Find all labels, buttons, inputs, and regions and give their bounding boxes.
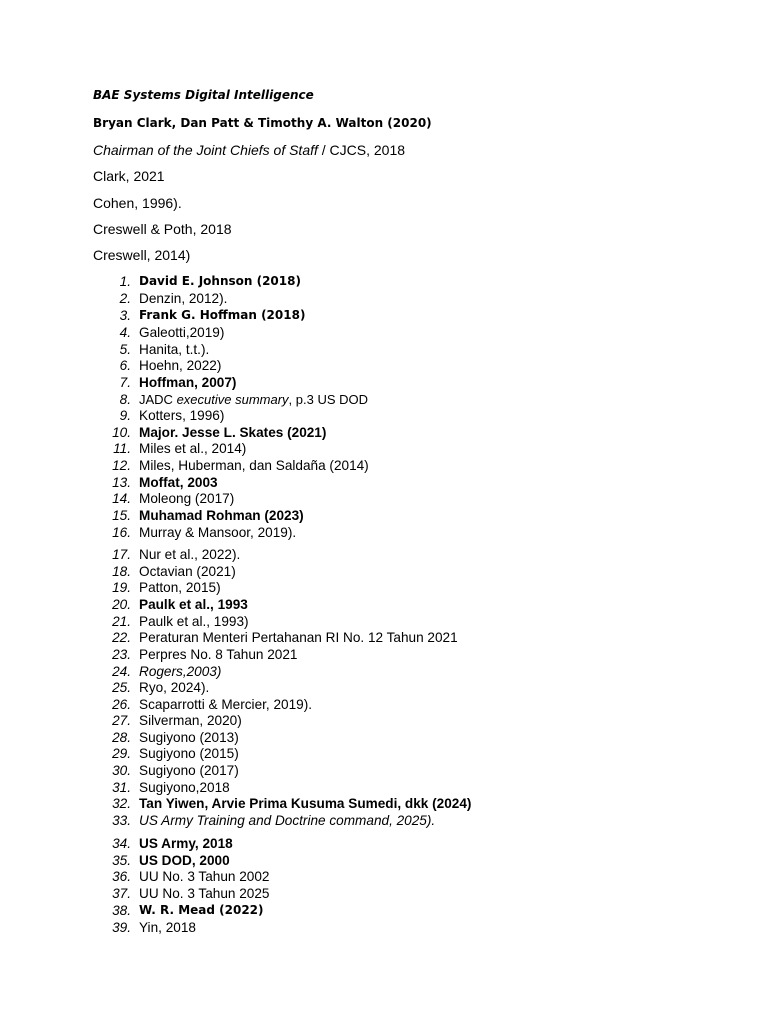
reference-text <box>139 325 224 340</box>
reference-text-main: Ryo, 2024). <box>139 680 210 695</box>
reference-text-main: Major. Jesse L. Skates (2021) <box>139 425 327 440</box>
reference-number: 13. <box>112 475 131 490</box>
reference-number: 22. <box>112 630 131 645</box>
reference-item <box>93 920 613 937</box>
reference-text-main: Paulk et al., 1993 <box>139 597 248 612</box>
reference-item <box>93 796 613 813</box>
reference-item <box>93 630 613 647</box>
reference-text <box>139 375 236 390</box>
reference-text <box>139 813 435 828</box>
line-clark: Clark, 2021 <box>93 168 165 184</box>
reference-text <box>139 903 264 917</box>
reference-number: 25. <box>112 680 131 695</box>
reference-item <box>93 746 613 763</box>
reference-text-main: Galeotti,2019) <box>139 325 225 340</box>
reference-item <box>93 780 613 797</box>
reference-item <box>93 853 613 870</box>
reference-item <box>93 525 613 542</box>
reference-number: 39. <box>112 920 131 935</box>
reference-text <box>139 920 196 935</box>
reference-text <box>139 836 233 851</box>
reference-item <box>93 730 613 747</box>
reference-text-main: Rogers,2003) <box>139 664 222 679</box>
reference-text <box>139 630 458 645</box>
reference-text <box>139 730 239 745</box>
reference-item <box>93 836 613 853</box>
reference-text-main: Silverman, 2020) <box>139 713 242 728</box>
reference-text <box>139 408 224 423</box>
heading-authors: Bryan Clark, Dan Patt & Timothy A. Walton (2020) <box>93 116 432 130</box>
reference-text <box>139 664 221 679</box>
reference-number: 20. <box>112 597 131 612</box>
reference-text <box>139 291 227 306</box>
reference-number: 17. <box>112 547 131 562</box>
reference-item <box>93 664 613 681</box>
reference-number: 31. <box>112 780 131 795</box>
reference-text-main: Sugiyono (2017) <box>139 763 239 778</box>
reference-item <box>93 392 613 409</box>
reference-number: 33. <box>112 813 131 828</box>
reference-text <box>139 342 209 357</box>
reference-item <box>93 425 613 442</box>
reference-text <box>139 491 234 506</box>
line-creswell: Creswell, 2014) <box>93 247 191 263</box>
reference-number: 24. <box>112 664 131 679</box>
reference-number: 21. <box>112 614 131 629</box>
reference-number: 34. <box>112 836 131 851</box>
reference-number: 36. <box>112 869 131 884</box>
reference-item <box>93 274 613 291</box>
reference-item <box>93 291 613 308</box>
reference-text-main: Perpres No. 8 Tahun 2021 <box>139 647 298 662</box>
reference-item <box>93 508 613 525</box>
reference-number: 28. <box>112 730 131 745</box>
reference-text <box>139 869 270 884</box>
reference-text <box>139 886 270 901</box>
reference-item <box>93 308 613 325</box>
reference-number: 32. <box>112 796 131 811</box>
reference-text <box>139 441 246 456</box>
line-cohen: Cohen, 1996). <box>93 195 182 211</box>
reference-number: 38. <box>112 903 131 918</box>
reference-text <box>139 425 326 440</box>
reference-number: 12. <box>112 458 131 473</box>
reference-text-main: W. R. Mead (2022) <box>139 903 264 917</box>
reference-item <box>93 475 613 492</box>
reference-number: 1. <box>119 274 131 289</box>
reference-text-main: Kotters, 1996) <box>139 408 225 423</box>
reference-text-main: US Army, 2018 <box>139 836 233 851</box>
reference-text <box>139 780 230 795</box>
reference-text <box>139 508 304 523</box>
reference-number: 14. <box>112 491 131 506</box>
reference-text-main: Yin, 2018 <box>139 920 196 935</box>
reference-item <box>93 408 613 425</box>
reference-number: 6. <box>119 358 131 373</box>
reference-item <box>93 763 613 780</box>
reference-item <box>93 614 613 631</box>
reference-text-main: Hoffman, 2007) <box>139 375 237 390</box>
reference-text-main: JADC <box>139 392 177 407</box>
reference-text <box>139 597 248 612</box>
reference-number: 37. <box>112 886 131 901</box>
reference-text <box>139 680 209 695</box>
line-creswell-poth: Creswell & Poth, 2018 <box>93 221 232 237</box>
reference-number: 15. <box>112 508 131 523</box>
reference-text-main: Miles et al., 2014) <box>139 441 247 456</box>
reference-text <box>139 614 249 629</box>
reference-text-main: Moleong (2017) <box>139 491 235 506</box>
reference-text-main: Murray & Mansoor, 2019). <box>139 525 297 540</box>
reference-text-main: Scaparrotti & Mercier, 2019). <box>139 697 313 712</box>
reference-item <box>93 597 613 614</box>
reference-text-main: Denzin, 2012). <box>139 291 228 306</box>
reference-text-main: Patton, 2015) <box>139 580 221 595</box>
reference-number: 18. <box>112 564 131 579</box>
reference-number: 23. <box>112 647 131 662</box>
reference-item <box>93 813 613 830</box>
reference-text-main: David E. Johnson (2018) <box>139 274 301 288</box>
reference-text-main: Peraturan Menteri Pertahanan RI No. 12 Tahun 2021 <box>139 630 458 645</box>
reference-text-main: Sugiyono (2013) <box>139 730 239 745</box>
reference-number: 3. <box>119 308 131 323</box>
reference-text-main: US Army Training and Doctrine command, 2025). <box>139 813 436 828</box>
reference-number: 4. <box>119 325 131 340</box>
reference-text <box>139 697 312 712</box>
reference-text-main: Nur et al., 2022). <box>139 547 241 562</box>
reference-text-main: UU No. 3 Tahun 2025 <box>139 886 270 901</box>
jcs-italic: Chairman of the Joint Chiefs of Staff <box>93 142 318 158</box>
reference-number: 27. <box>112 713 131 728</box>
reference-item <box>93 697 613 714</box>
reference-text <box>139 746 239 761</box>
reference-item <box>93 441 613 458</box>
reference-item <box>93 325 613 342</box>
reference-text-main: Paulk et al., 1993) <box>139 614 249 629</box>
reference-text-main: Sugiyono (2015) <box>139 746 239 761</box>
reference-text-after: , p.3 US DOD <box>288 392 369 407</box>
reference-item <box>93 680 613 697</box>
reference-number: 11. <box>113 441 131 456</box>
reference-text-main: Hoehn, 2022) <box>139 358 222 373</box>
reference-item <box>93 869 613 886</box>
reference-text <box>139 713 242 728</box>
reference-item <box>93 342 613 359</box>
reference-text <box>139 308 305 322</box>
reference-item <box>93 886 613 903</box>
reference-text-main: Sugiyono,2018 <box>139 780 230 795</box>
reference-item <box>93 491 613 508</box>
reference-text <box>139 580 221 595</box>
reference-number: 30. <box>112 763 131 778</box>
reference-text <box>139 647 297 662</box>
reference-text-italic: executive summary <box>176 392 289 407</box>
reference-item <box>93 547 613 564</box>
reference-text <box>139 525 296 540</box>
reference-number: 2. <box>119 291 131 306</box>
reference-item <box>93 458 613 475</box>
reference-number: 35. <box>112 853 131 868</box>
reference-number: 29. <box>112 746 131 761</box>
reference-item <box>93 713 613 730</box>
reference-text <box>139 358 221 373</box>
reference-text-main: Miles, Huberman, dan Saldaña (2014) <box>139 458 369 473</box>
reference-item <box>93 564 613 581</box>
reference-text-main: Frank G. Hoffman (2018) <box>139 308 306 322</box>
reference-number: 7. <box>119 375 131 390</box>
reference-text <box>139 853 230 868</box>
reference-text <box>139 564 236 579</box>
reference-text <box>139 796 471 811</box>
reference-item <box>93 358 613 375</box>
reference-text-main: Moffat, 2003 <box>139 475 218 490</box>
reference-number: 8. <box>119 392 131 407</box>
jcs-line <box>93 142 405 158</box>
reference-text <box>139 274 301 288</box>
reference-item <box>93 647 613 664</box>
reference-item <box>93 903 613 920</box>
reference-item <box>93 580 613 597</box>
reference-item <box>93 375 613 392</box>
reference-number: 9. <box>119 408 131 423</box>
reference-text-main: Muhamad Rohman (2023) <box>139 508 304 523</box>
reference-text <box>139 547 240 562</box>
reference-number: 19. <box>112 580 131 595</box>
reference-number: 26. <box>112 697 131 712</box>
reference-text <box>139 392 368 407</box>
reference-text <box>139 763 239 778</box>
reference-text-main: Octavian (2021) <box>139 564 236 579</box>
reference-number: 10. <box>112 425 131 440</box>
reference-text-main: UU No. 3 Tahun 2002 <box>139 869 270 884</box>
reference-text <box>139 458 369 473</box>
reference-number: 5. <box>119 342 131 357</box>
reference-text <box>139 475 218 490</box>
jcs-rest: / CJCS, 2018 <box>317 142 406 158</box>
reference-text-main: Hanita, t.t.). <box>139 342 210 357</box>
heading-bae: BAE Systems Digital Intelligence <box>93 88 314 102</box>
reference-text-main: US DOD, 2000 <box>139 853 230 868</box>
reference-number: 16. <box>112 525 131 540</box>
reference-text-main: Tan Yiwen, Arvie Prima Kusuma Sumedi, dkk (2024) <box>139 796 472 811</box>
